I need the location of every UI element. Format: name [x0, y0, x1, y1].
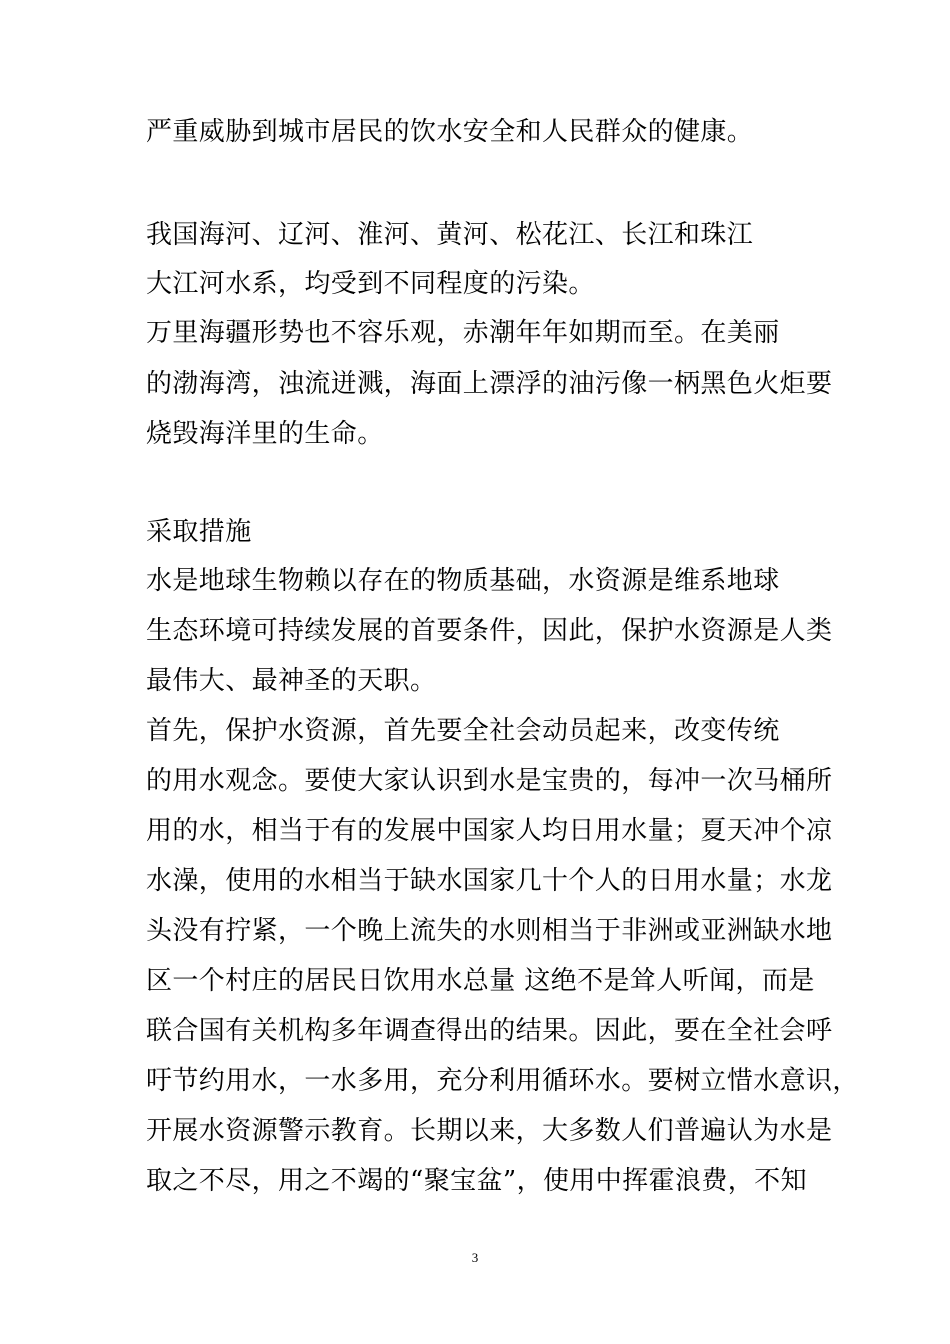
text-line: 的用水观念。要使大家认识到水是宝贵的，每冲一次马桶所: [146, 766, 833, 796]
text-line: 大江河水系，均受到不同程度的污染。: [146, 269, 595, 299]
text-line: 首先，保护水资源，首先要全社会动员起来，改变传统: [146, 716, 780, 746]
text-line: 烧毁海洋里的生命。: [146, 419, 384, 449]
text-line: 水是地球生物赖以存在的物质基础，水资源是维系地球: [146, 566, 780, 596]
text-line: 我国海河、辽河、淮河、黄河、松花江、长江和珠江: [146, 220, 754, 250]
text-line: 联合国有关机构多年调查得出的结果。因此，要在全社会呼: [146, 1016, 833, 1046]
section-heading: 采取措施: [146, 517, 252, 547]
text-line: 吁节约用水，一水多用，充分利用循环水。要树立惜水意识，: [146, 1066, 859, 1096]
text-line: 头没有拧紧，一个晚上流失的水则相当于非洲或亚洲缺水地: [146, 916, 833, 946]
text-line: 严重威胁到城市居民的饮水安全和人民群众的健康。: [146, 117, 754, 147]
text-line: 取之不尽，用之不竭的“聚宝盆”，使用中挥霍浪费，不知: [146, 1166, 807, 1196]
text-line: 水澡，使用的水相当于缺水国家几十个人的日用水量；水龙: [146, 866, 833, 896]
text-line: 最伟大、最神圣的天职。: [146, 666, 437, 696]
text-line: 区一个村庄的居民日饮用水总量 这绝不是耸人听闻，而是: [146, 966, 815, 996]
text-line: 万里海疆形势也不容乐观，赤潮年年如期而至。在美丽: [146, 318, 780, 348]
text-line: 生态环境可持续发展的首要条件，因此，保护水资源是人类: [146, 616, 833, 646]
page-number: 3: [471, 1250, 479, 1265]
text-line: 开展水资源警示教育。长期以来，大多数人们普遍认为水是: [146, 1116, 833, 1146]
text-line: 用的水，相当于有的发展中国家人均日用水量；夏天冲个凉: [146, 816, 833, 846]
text-line: 的渤海湾，浊流迸溅，海面上漂浮的油污像一柄黑色火炬要: [146, 369, 833, 399]
